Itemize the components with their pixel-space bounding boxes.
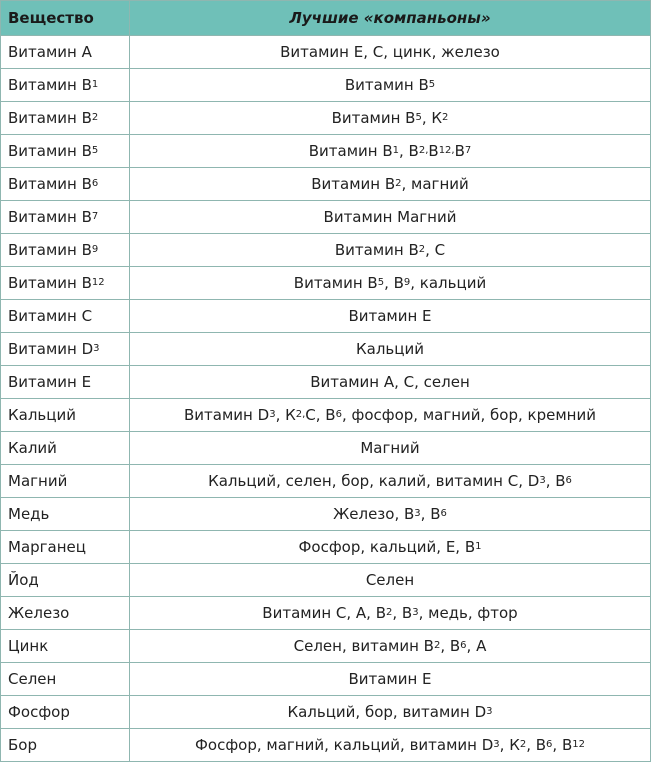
companions-cell: Витамин B 1 , B 2, B 12, B 7 — [130, 135, 651, 167]
cell-text: Медь — [8, 505, 50, 523]
cell-text: Магний — [360, 439, 420, 457]
cell-text: С, B — [305, 406, 336, 424]
cell-text: , фосфор, магний, бор, кремний — [341, 406, 596, 424]
cell-text: Йод — [8, 571, 39, 589]
cell-text: Марганец — [8, 538, 86, 556]
cell-text: Витамин А, С, селен — [310, 373, 470, 391]
cell-text: Селен, витамин B — [293, 637, 434, 655]
cell-text: , К — [499, 736, 520, 754]
cell-text: Селен — [8, 670, 57, 688]
substance-cell — [0, 531, 130, 563]
cell-text: Витамин B — [8, 109, 92, 127]
cell-text: , кальций — [410, 274, 487, 292]
header-substance: Вещество — [0, 1, 130, 35]
companions-cell: Фосфор, магний, кальций, витамин D 3 , К 2 , B 6 , B 12 — [130, 729, 651, 761]
table-row — [0, 465, 651, 498]
cell-text: , B — [545, 472, 566, 490]
cell-text: Витамин B — [344, 76, 429, 94]
substance-cell — [0, 630, 130, 662]
table-row — [0, 201, 651, 234]
cell-text: , B — [392, 604, 413, 622]
cell-text: Витамин D — [8, 340, 94, 358]
cell-text: Магний — [8, 472, 68, 490]
substance-cell — [0, 663, 130, 695]
cell-text: B — [454, 142, 465, 160]
companions-cell — [130, 564, 651, 596]
companions-cell: Витамин D 3 , К 2, С, B 6 , фосфор, магний, бор, кремний — [130, 399, 651, 431]
table-row — [0, 234, 651, 267]
cell-text: , медь, фтор — [418, 604, 518, 622]
companions-cell: Витамин B 5 , B 9 , кальций — [130, 267, 651, 299]
cell-text: , С — [425, 241, 446, 259]
substance-cell — [0, 696, 130, 728]
companions-cell: Селен, витамин B 2 , B 6 , А — [130, 630, 651, 662]
cell-text: , B — [526, 736, 547, 754]
cell-text: Калий — [8, 439, 57, 457]
cell-text: Железо — [8, 604, 70, 622]
cell-text: Витамин B — [334, 241, 419, 259]
substance-cell — [0, 36, 130, 68]
substance-cell: Витамин B 6 — [0, 168, 130, 200]
cell-text: Витамин B — [8, 175, 92, 193]
substance-cell: Витамин B 5 — [0, 135, 130, 167]
table-row — [0, 333, 651, 366]
table-row — [0, 399, 651, 432]
table-row — [0, 36, 651, 69]
table-row — [0, 135, 651, 168]
table-row — [0, 531, 651, 564]
companions-cell — [130, 333, 651, 365]
cell-text: , B — [420, 505, 441, 523]
table-body — [0, 36, 651, 762]
companions-cell: Витамин С, А, B 2 , B 3 , медь, фтор — [130, 597, 651, 629]
cell-text: , А — [466, 637, 487, 655]
cell-text: Витамин Магний — [323, 208, 457, 226]
companions-cell — [130, 300, 651, 332]
companions-cell — [130, 366, 651, 398]
substance-cell — [0, 465, 130, 497]
companions-cell: Витамин B 2 , магний — [130, 168, 651, 200]
substance-cell — [0, 597, 130, 629]
companions-cell: Кальций, бор, витамин D 3 — [130, 696, 651, 728]
cell-text: Витамин B — [308, 142, 393, 160]
cell-text: Витамин С, А, B — [262, 604, 387, 622]
header-companions: Лучшие «компаньоны» — [130, 1, 651, 35]
companions-cell — [130, 36, 651, 68]
cell-text: , К — [421, 109, 443, 127]
cell-text: Витамин Е — [348, 670, 432, 688]
substance-cell: Витамин B 7 — [0, 201, 130, 233]
substance-cell: Витамин B 2 — [0, 102, 130, 134]
table-row — [0, 102, 651, 135]
cell-text: Витамин B — [8, 208, 92, 226]
substance-cell — [0, 366, 130, 398]
companions-cell: Кальций, селен, бор, калий, витамин С, D 3 , B 6 — [130, 465, 651, 497]
cell-text: Витамин С — [8, 307, 93, 325]
companions-cell — [130, 432, 651, 464]
table-header — [0, 1, 651, 36]
table-row — [0, 498, 651, 531]
cell-text: Витамин Е, С, цинк, железо — [280, 43, 500, 61]
cell-text: , B — [384, 274, 404, 292]
cell-text: , магний — [401, 175, 469, 193]
table-row — [0, 729, 651, 762]
cell-text: Витамин B — [311, 175, 396, 193]
substance-cell — [0, 300, 130, 332]
table-row — [0, 267, 651, 300]
table-row — [0, 597, 651, 630]
cell-text: , B — [399, 142, 419, 160]
table-row — [0, 663, 651, 696]
companions-cell: Фосфор, кальций, Е, B 1 — [130, 531, 651, 563]
companions-cell — [130, 663, 651, 695]
cell-text: Железо, B — [333, 505, 415, 523]
cell-text: , B — [552, 736, 573, 754]
cell-text: Витамин B — [331, 109, 416, 127]
companions-cell — [130, 201, 651, 233]
cell-text: Кальций, бор, витамин D — [287, 703, 487, 721]
substance-cell — [0, 564, 130, 596]
substance-cell — [0, 399, 130, 431]
cell-text: Цинк — [8, 637, 49, 655]
table-row — [0, 300, 651, 333]
companions-cell: Витамин B 2 , С — [130, 234, 651, 266]
cell-text: Витамин B — [8, 142, 92, 160]
cell-text: , B — [440, 637, 461, 655]
cell-text: Фосфор, кальций, Е, B — [298, 538, 476, 556]
substance-cell: Витамин B 9 — [0, 234, 130, 266]
companions-cell: Витамин B 5 , К 2 — [130, 102, 651, 134]
cell-text: , К — [275, 406, 296, 424]
table-row — [0, 564, 651, 597]
cell-text: B — [428, 142, 439, 160]
table-row — [0, 630, 651, 663]
substance-cell — [0, 498, 130, 530]
substance-cell — [0, 729, 130, 761]
table-row — [0, 432, 651, 465]
cell-text: Фосфор — [8, 703, 70, 721]
substance-cell: Витамин D 3 — [0, 333, 130, 365]
cell-text: Фосфор, магний, кальций, витамин D — [195, 736, 494, 754]
cell-text: Витамин B — [8, 274, 92, 292]
table-row — [0, 696, 651, 729]
substance-cell — [0, 432, 130, 464]
cell-text: Кальций — [8, 406, 76, 424]
companions-cell: Железо, B 3 , B 6 — [130, 498, 651, 530]
substance-cell: Витамин B 1 — [0, 69, 130, 101]
table-row — [0, 366, 651, 399]
cell-text: Витамин Е — [348, 307, 432, 325]
companions-cell: Витамин B 5 — [130, 69, 651, 101]
cell-text: Витамин B — [8, 241, 92, 259]
cell-text: Витамин Е — [8, 373, 92, 391]
cell-text: Селен — [365, 571, 415, 589]
cell-text: Витамин B — [8, 76, 92, 94]
cell-text: Бор — [8, 736, 37, 754]
table-row — [0, 168, 651, 201]
table-row — [0, 69, 651, 102]
cell-text: Кальций, селен, бор, калий, витамин С, D — [208, 472, 540, 490]
cell-text: Витамин B — [293, 274, 378, 292]
cell-text: Витамин D — [184, 406, 270, 424]
cell-text: Кальций — [356, 340, 424, 358]
substance-cell: Витамин B 12 — [0, 267, 130, 299]
cell-text: Витамин A — [8, 43, 92, 61]
